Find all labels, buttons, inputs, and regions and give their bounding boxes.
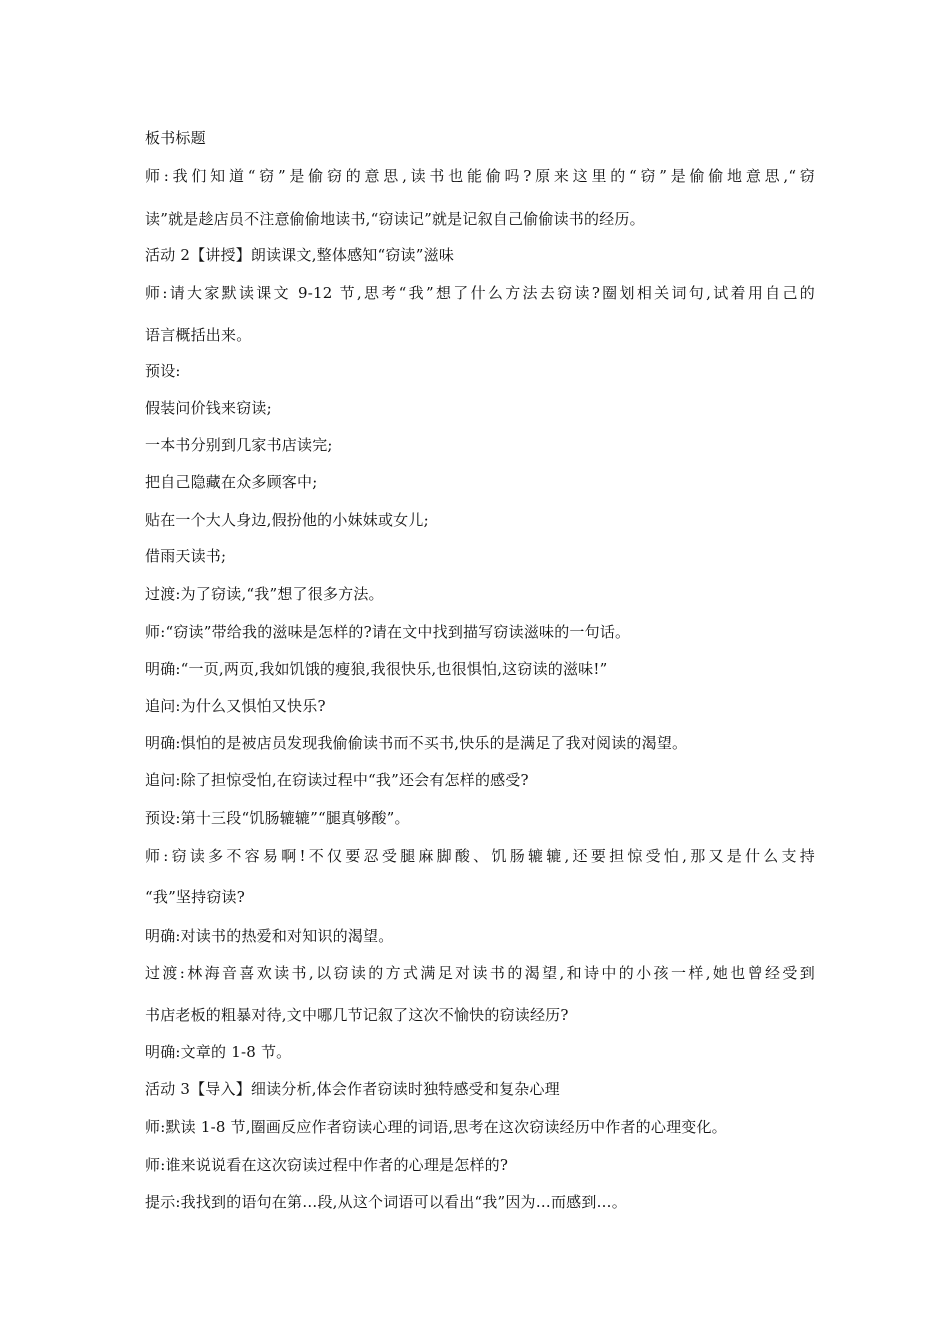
text-line: 追问:为什么又惧怕又快乐?: [145, 697, 326, 715]
activity-heading: 活动 2【讲授】朗读课文,整体感知“窃读”滋味: [145, 246, 455, 264]
text-line: 明确:惧怕的是被店员发现我偷偷读书而不买书,快乐的是满足了我对阅读的渴望。: [145, 734, 688, 752]
text-line: 过渡:为了窃读,“我”想了很多方法。: [145, 585, 384, 603]
text-line-heading: 板书标题: [145, 129, 206, 147]
text-line: 明确:“一页,两页,我如饥饿的瘦狼,我很快乐,也很惧怕,这窃读的滋味!”: [145, 660, 608, 678]
text-line: 明确:对读书的热爱和对知识的渴望。: [145, 927, 394, 945]
text-line: “我”坚持窃读?: [145, 888, 245, 906]
text-line: 师:我们知道“窃”是偷窃的意思,读书也能偷吗?原来这里的“窃”是偷偷地意思,“窃: [145, 167, 815, 185]
text-line: 提示:我找到的语句在第…段,从这个词语可以看出“我”因为…而感到…。: [145, 1193, 627, 1211]
text-line: 师:默读 1-8 节,圈画反应作者窃读心理的词语,思考在这次窃读经历中作者的心理变化。: [145, 1118, 727, 1136]
text-line: 师:“窃读”带给我的滋味是怎样的?请在文中找到描写窃读滋味的一句话。: [145, 623, 631, 641]
list-item: 贴在一个大人身边,假扮他的小妹妹或女儿;: [145, 511, 429, 529]
text-line: 过渡:林海音喜欢读书,以窃读的方式满足对读书的渴望,和诗中的小孩一样,她也曾经受到: [145, 964, 815, 982]
text-line: 预设:: [145, 362, 181, 380]
list-item: 一本书分别到几家书店读完;: [145, 436, 333, 454]
text-line: 读”就是趁店员不注意偷偷地读书,“窃读记”就是记叙自己偷偷读书的经历。: [145, 210, 645, 228]
text-line: 预设:第十三段“饥肠辘辘”“腿真够酸”。: [145, 809, 410, 827]
text-line: 明确:文章的 1-8 节。: [145, 1043, 292, 1061]
activity-heading: 活动 3【导入】细读分析,体会作者窃读时独特感受和复杂心理: [145, 1080, 560, 1098]
list-item: 借雨天读书;: [145, 547, 227, 565]
list-item: 假装问价钱来窃读;: [145, 399, 272, 417]
text-line: 追问:除了担惊受怕,在窃读过程中“我”还会有怎样的感受?: [145, 771, 529, 789]
text-line: 师:请大家默读课文 9-12 节,思考“我”想了什么方法去窃读?圈划相关词句,试着用自己的: [145, 284, 815, 302]
text-line: 师:窃读多不容易啊!不仅要忍受腿麻脚酸、饥肠辘辘,还要担惊受怕,那又是什么支持: [145, 847, 815, 865]
text-line: 师:谁来说说看在这次窃读过程中作者的心理是怎样的?: [145, 1156, 509, 1174]
text-line: 书店老板的粗暴对待,文中哪几节记叙了这次不愉快的窃读经历?: [145, 1006, 569, 1024]
text-line: 语言概括出来。: [145, 326, 252, 344]
list-item: 把自己隐藏在众多顾客中;: [145, 473, 318, 491]
